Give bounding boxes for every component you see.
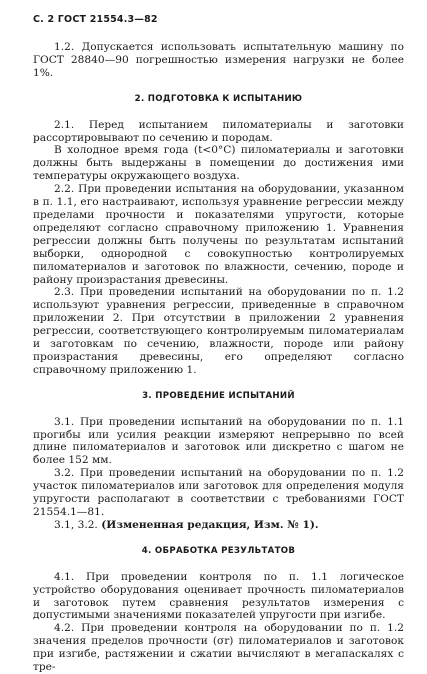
paragraph-4-1: 4.1. При проведении контроля по п. 1.1 логическое устройство оборудования оценивает прочность пиломатериалов и заготовок путем сравнения результатов измерения с допустимыми значениями показателей упругости при изгибе. (33, 570, 404, 622)
section-heading-preparation: 2. ПОДГОТОВКА К ИСПЫТАНИЮ (134, 93, 303, 104)
page-content (33, 41, 404, 674)
paragraph-1-2: 1.2. Допускается использовать испытательную машину по ГОСТ 28840—90 погрешностью измерения нагрузки не более 1%. (33, 41, 404, 79)
paragraph-2-1-cold: В холодное время года (t<0°C) пиломатериалы и заготовки должны быть выдержаны в помещении до достижения ими температуры окружающего воздуха. (33, 144, 404, 183)
paragraph-3-1: 3.1. При проведении испытаний на оборудовании по п. 1.1 прогибы или усилия реакции измеряют непрерывно по всей длине пиломатериалов и заготовок или дискретно с шагом не более 152 мм. (33, 415, 404, 467)
page-header: С. 2 ГОСТ 21554.3—82 (33, 14, 158, 25)
paragraph-2-2: 2.2. При проведении испытания на оборудовании, указанном в п. 1.1, его настраивают, используя уравнение регрессии между пределами прочности и показателями упругости, которые определяют согласно справочному приложению 1. Уравнения регрессии должны быть получены по результатам испытаний выборки, однородной с совокупностью контролируемых пиломатериалов и заготовок по влажности, сечению, породе и району произрастания древесины. (33, 183, 404, 286)
paragraph-2-3: 2.3. При проведении испытаний на оборудовании по п. 1.2 используют уравнения регрессии, приведенные в справочном приложении 2. При отсутствии в приложении 2 уравнения регрессии, соответствующего контролируемым пиломатериалам и заготовкам по сечению, влажности, породе или району произрастания древесины, его определяют согласно справочному приложению 1. (33, 286, 404, 376)
paragraph-3-2: 3.2. При проведении испытаний на оборудовании по п. 1.2 участок пиломатериалов или заготовок для определения модуля упругости располагают в соответствии с требованиями ГОСТ 21554.1—81. (33, 467, 404, 518)
amendment-text: (Измененная редакция, Изм. № 1). (101, 518, 319, 531)
paragraph-4-2: 4.2. При проведении контроля на оборудовании по п. 1.2 значения пределов прочности (σr) пиломатериалов и заготовок при изгибе, растяжении и сжатии вычисляют в мегапаскалях с тре- (33, 622, 404, 674)
section-heading-testing: 3. ПРОВЕДЕНИЕ ИСПЫТАНИЙ (142, 390, 295, 401)
section-heading-results: 4. ОБРАБОТКА РЕЗУЛЬТАТОВ (141, 545, 296, 556)
paragraph-amendment-note (33, 519, 404, 532)
amendment-label: 3.1, 3.2. (54, 518, 98, 531)
paragraph-2-1: 2.1. Перед испытанием пиломатериалы и заготовки рассортировывают по сечению и породам. (33, 118, 404, 144)
